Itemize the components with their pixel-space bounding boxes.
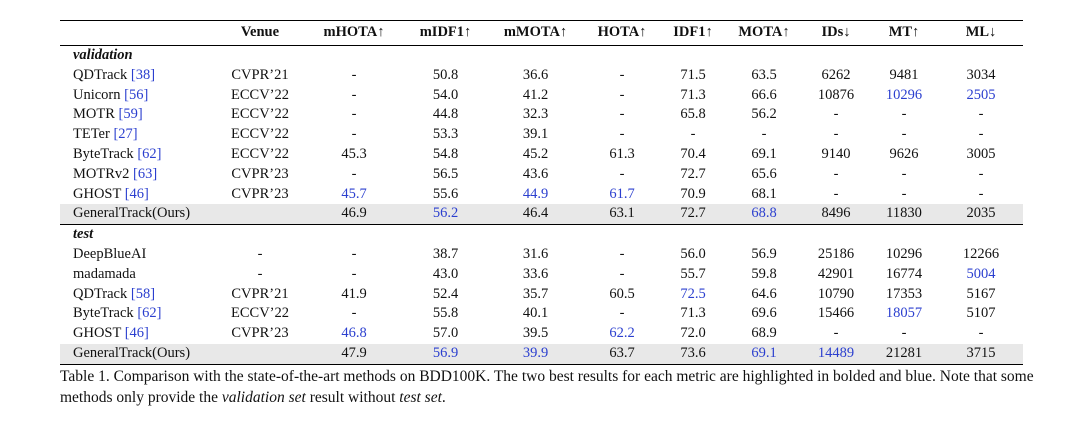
value-cell-mmota: 31.6 (522, 245, 549, 262)
value-cell-midf1: 52.4 (432, 285, 459, 302)
venue-cell: CVPR’23 (231, 165, 289, 182)
value-cell-mota: 68.1 (751, 185, 777, 202)
value-cell-ids: 14489 (803, 344, 869, 364)
venue-cell: CVPR’21 (231, 66, 289, 83)
value-cell-mmota: 39.9 (488, 344, 583, 364)
value-cell-ml: 5107 (966, 305, 996, 322)
value-cell-ids: 10876 (817, 86, 855, 103)
venue-cell: CVPR’23 (231, 185, 289, 202)
table-row (60, 245, 1023, 265)
value-cell-mhota: - (351, 126, 357, 143)
section-row-validation (60, 46, 1023, 66)
method-name: DeepBlueAI (73, 245, 147, 262)
value-cell-mhota: 46.8 (341, 325, 367, 342)
venue-cell: ECCV’22 (231, 305, 289, 322)
header-cell-idf1: IDF1↑ (661, 21, 725, 46)
value-cell-hota: 61.7 (609, 185, 635, 202)
table-row (60, 285, 1023, 305)
table-row-ours (60, 204, 1023, 224)
method-name: ByteTrack (73, 145, 134, 162)
value-cell-mota: 56.9 (751, 245, 777, 262)
table-row (60, 165, 1023, 185)
venue-cell: ECCV’22 (231, 106, 289, 123)
value-cell-midf1: 44.8 (432, 106, 459, 123)
header-cell-mota: MOTA↑ (725, 21, 803, 46)
value-cell-mota: 65.6 (751, 165, 777, 182)
value-cell-idf1: 72.0 (680, 325, 706, 342)
table-row (60, 105, 1023, 125)
value-cell-midf1: 56.2 (403, 204, 488, 224)
value-cell-mota: 68.9 (751, 325, 777, 342)
value-cell-hota: - (619, 165, 625, 182)
value-cell-ids: 42901 (817, 265, 855, 282)
value-cell-idf1: 72.5 (680, 285, 706, 302)
value-cell-midf1: 38.7 (432, 245, 459, 262)
method-cell (60, 344, 215, 364)
value-cell-mt: - (901, 165, 907, 182)
value-cell-ids: 15466 (817, 305, 855, 322)
header-cell-hota: HOTA↑ (583, 21, 661, 46)
table-row (60, 324, 1023, 344)
value-cell-mhota: - (351, 265, 357, 282)
method-cell (60, 204, 215, 224)
table-row (60, 86, 1023, 106)
value-cell-idf1: - (690, 126, 696, 143)
value-cell-idf1: 71.5 (680, 66, 706, 83)
header-cell-mhota: mHOTA↑ (305, 21, 403, 46)
value-cell-ids: - (833, 185, 839, 202)
venue-cell (215, 204, 305, 224)
value-cell-mmota: 36.6 (522, 66, 549, 83)
value-cell-hota: 60.5 (609, 285, 635, 302)
citation-link[interactable]: [63] (133, 165, 158, 182)
value-cell-mota: - (761, 126, 767, 143)
method-cell (60, 125, 215, 145)
value-cell-mmota: 46.4 (488, 204, 583, 224)
method-cell (60, 265, 215, 285)
citation-link[interactable]: [59] (118, 106, 143, 123)
value-cell-mota: 59.8 (751, 265, 777, 282)
value-cell-midf1: 54.0 (432, 86, 459, 103)
citation-link[interactable]: [62] (137, 145, 162, 162)
header-cell-ml: ML↓ (939, 21, 1023, 46)
value-cell-ids: - (833, 126, 839, 143)
value-cell-mhota: - (351, 106, 357, 123)
method-cell (60, 324, 215, 344)
method-cell (60, 86, 215, 106)
value-cell-mmota: 45.2 (522, 145, 549, 162)
value-cell-ids: - (833, 325, 839, 342)
value-cell-mt: 9626 (889, 145, 919, 162)
table-caption (60, 366, 1060, 408)
venue-cell: - (257, 245, 263, 262)
header-cell-mmota: mMOTA↑ (488, 21, 583, 46)
value-cell-mmota: 43.6 (522, 165, 549, 182)
value-cell-mota: 68.8 (725, 204, 803, 224)
value-cell-mt: 17353 (885, 285, 923, 302)
value-cell-mhota: 46.9 (305, 204, 403, 224)
value-cell-mhota: - (351, 165, 357, 182)
value-cell-midf1: 55.8 (432, 305, 459, 322)
value-cell-ids: - (833, 106, 839, 123)
venue-cell: - (257, 265, 263, 282)
method-cell (60, 285, 215, 305)
method-name: QDTrack (73, 66, 128, 83)
value-cell-idf1: 72.7 (680, 165, 706, 182)
value-cell-mt: - (901, 185, 907, 202)
value-cell-hota: 63.1 (583, 204, 661, 224)
value-cell-mt: - (901, 106, 907, 123)
value-cell-hota: - (619, 265, 625, 282)
value-cell-ml: 3034 (966, 66, 996, 83)
value-cell-idf1: 71.3 (680, 305, 706, 322)
value-cell-hota: 62.2 (609, 325, 635, 342)
method-cell (60, 185, 215, 205)
value-cell-ids: 6262 (821, 66, 851, 83)
method-name: GHOST (73, 185, 122, 202)
value-cell-idf1: 56.0 (680, 245, 706, 262)
method-cell (60, 245, 215, 265)
value-cell-mt: 16774 (885, 265, 923, 282)
value-cell-mhota: - (351, 86, 357, 103)
value-cell-mt: - (901, 325, 907, 342)
value-cell-mt: 21281 (869, 344, 939, 364)
venue-cell: ECCV’22 (231, 126, 289, 143)
value-cell-mmota: 33.6 (522, 265, 549, 282)
value-cell-midf1: 50.8 (432, 66, 459, 83)
method-cell (60, 145, 215, 165)
value-cell-ids: - (833, 165, 839, 182)
value-cell-mmota: 41.2 (522, 86, 549, 103)
header-cell-ids: IDs↓ (803, 21, 869, 46)
citation-link[interactable]: [27] (113, 126, 138, 143)
value-cell-mota: 69.1 (751, 145, 777, 162)
section-label: validation (73, 47, 133, 63)
value-cell-mota: 66.6 (751, 86, 777, 103)
header-cell-method (60, 21, 215, 46)
value-cell-hota: - (619, 66, 625, 83)
caption-italic-1: validation set (221, 389, 306, 406)
caption-text-3: . (441, 389, 446, 406)
value-cell-idf1: 71.3 (680, 86, 706, 103)
method-cell (60, 304, 215, 324)
value-cell-ml: - (978, 185, 984, 202)
value-cell-mota: 69.1 (725, 344, 803, 364)
value-cell-mmota: 39.1 (522, 126, 549, 143)
value-cell-mmota: 32.3 (522, 106, 549, 123)
value-cell-idf1: 65.8 (680, 106, 706, 123)
value-cell-mhota: - (351, 245, 357, 262)
table-body (60, 46, 1023, 365)
value-cell-mt: 11830 (869, 204, 939, 224)
value-cell-ml: 5167 (966, 285, 996, 302)
value-cell-mota: 56.2 (751, 106, 777, 123)
citation-link[interactable]: [46] (124, 325, 149, 342)
venue-cell: ECCV’22 (231, 145, 289, 162)
value-cell-mmota: 44.9 (522, 185, 549, 202)
value-cell-ids: 8496 (803, 204, 869, 224)
value-cell-mmota: 39.5 (522, 325, 549, 342)
value-cell-ids: 10790 (817, 285, 855, 302)
table-row (60, 66, 1023, 86)
section-label: test (60, 225, 1023, 245)
table-row (60, 145, 1023, 165)
header-cell-mt: MT↑ (869, 21, 939, 46)
value-cell-ml: 3715 (939, 344, 1023, 364)
caption-italic-2: test set (399, 389, 442, 406)
value-cell-mota: 63.5 (751, 66, 777, 83)
table-row (60, 304, 1023, 324)
method-name: MOTRv2 (73, 165, 130, 182)
value-cell-mota: 69.6 (751, 305, 777, 322)
value-cell-idf1: 72.7 (661, 204, 725, 224)
value-cell-mt: 9481 (889, 66, 919, 83)
value-cell-hota: 63.7 (583, 344, 661, 364)
method-name: GeneralTrack(Ours) (73, 344, 191, 361)
value-cell-hota: - (619, 86, 625, 103)
value-cell-ml: - (978, 126, 984, 143)
value-cell-ids: 25186 (817, 245, 855, 262)
table-row-ours (60, 344, 1023, 364)
value-cell-mhota: 45.7 (341, 185, 367, 202)
venue-cell: CVPR’21 (231, 285, 289, 302)
value-cell-idf1: 70.4 (680, 145, 706, 162)
table-row (60, 265, 1023, 285)
value-cell-midf1: 57.0 (432, 325, 459, 342)
value-cell-mmota: 40.1 (522, 305, 549, 322)
method-name: MOTR (73, 106, 115, 123)
value-cell-ml: 2035 (939, 204, 1023, 224)
value-cell-hota: - (619, 245, 625, 262)
value-cell-mt: 10296 (885, 245, 923, 262)
method-cell (60, 165, 215, 185)
section-row-test (60, 225, 1023, 245)
value-cell-mmota: 35.7 (522, 285, 549, 302)
citation-link[interactable]: [62] (137, 305, 162, 322)
value-cell-mt: 18057 (885, 305, 923, 322)
venue-cell (215, 344, 305, 364)
value-cell-idf1: 55.7 (680, 265, 706, 282)
header-row (60, 21, 1023, 46)
value-cell-idf1: 70.9 (680, 185, 706, 202)
value-cell-mt: - (901, 126, 907, 143)
value-cell-ml: 12266 (962, 245, 1000, 262)
value-cell-midf1: 53.3 (432, 126, 459, 143)
table-row (60, 125, 1023, 145)
venue-cell: ECCV’22 (231, 86, 289, 103)
value-cell-midf1: 55.6 (432, 185, 459, 202)
header-cell-venue: Venue (215, 21, 305, 46)
value-cell-ml: 5004 (966, 265, 996, 282)
value-cell-mhota: - (351, 305, 357, 322)
value-cell-ml: 2505 (966, 86, 996, 103)
results-table (60, 20, 1023, 365)
citation-link[interactable]: [46] (124, 185, 149, 202)
table-row (60, 185, 1023, 205)
citation-link[interactable]: [38] (130, 66, 156, 83)
method-name: madamada (73, 265, 136, 282)
method-name: ByteTrack (73, 305, 134, 322)
method-name: TETer (73, 126, 110, 143)
value-cell-ml: - (978, 325, 984, 342)
value-cell-idf1: 73.6 (661, 344, 725, 364)
value-cell-ids: 9140 (821, 145, 851, 162)
value-cell-ml: 3005 (966, 145, 996, 162)
value-cell-mota: 64.6 (751, 285, 777, 302)
method-name: Unicorn (73, 86, 121, 103)
method-name: GeneralTrack(Ours) (73, 205, 191, 222)
value-cell-midf1: 56.5 (432, 165, 459, 182)
method-cell (60, 66, 215, 86)
value-cell-mhota: 47.9 (305, 344, 403, 364)
value-cell-hota: - (619, 126, 625, 143)
value-cell-ml: - (978, 106, 984, 123)
value-cell-mhota: 41.9 (341, 285, 367, 302)
venue-cell: CVPR’23 (231, 325, 289, 342)
value-cell-hota: 61.3 (609, 145, 635, 162)
value-cell-hota: - (619, 106, 625, 123)
method-cell (60, 105, 215, 125)
value-cell-mt: 10296 (885, 86, 923, 103)
caption-text-2: result without (305, 389, 400, 406)
value-cell-hota: - (619, 305, 625, 322)
value-cell-mhota: 45.3 (341, 145, 367, 162)
value-cell-midf1: 56.9 (403, 344, 488, 364)
caption-text-1: Table 1. Comparison with the state-of-the-art methods on BDD100K. The two best results for each metric are highlighted in bolded and blue. Note that some methods only provide the (60, 368, 1034, 406)
citation-link[interactable]: [56] (124, 86, 149, 103)
method-name: GHOST (73, 325, 122, 342)
value-cell-midf1: 54.8 (432, 145, 459, 162)
citation-link[interactable]: [58] (130, 285, 156, 302)
value-cell-mhota: - (351, 66, 357, 83)
method-name: QDTrack (73, 285, 128, 302)
header-cell-midf1: mIDF1↑ (403, 21, 488, 46)
value-cell-ml: - (978, 165, 984, 182)
value-cell-midf1: 43.0 (432, 265, 459, 282)
